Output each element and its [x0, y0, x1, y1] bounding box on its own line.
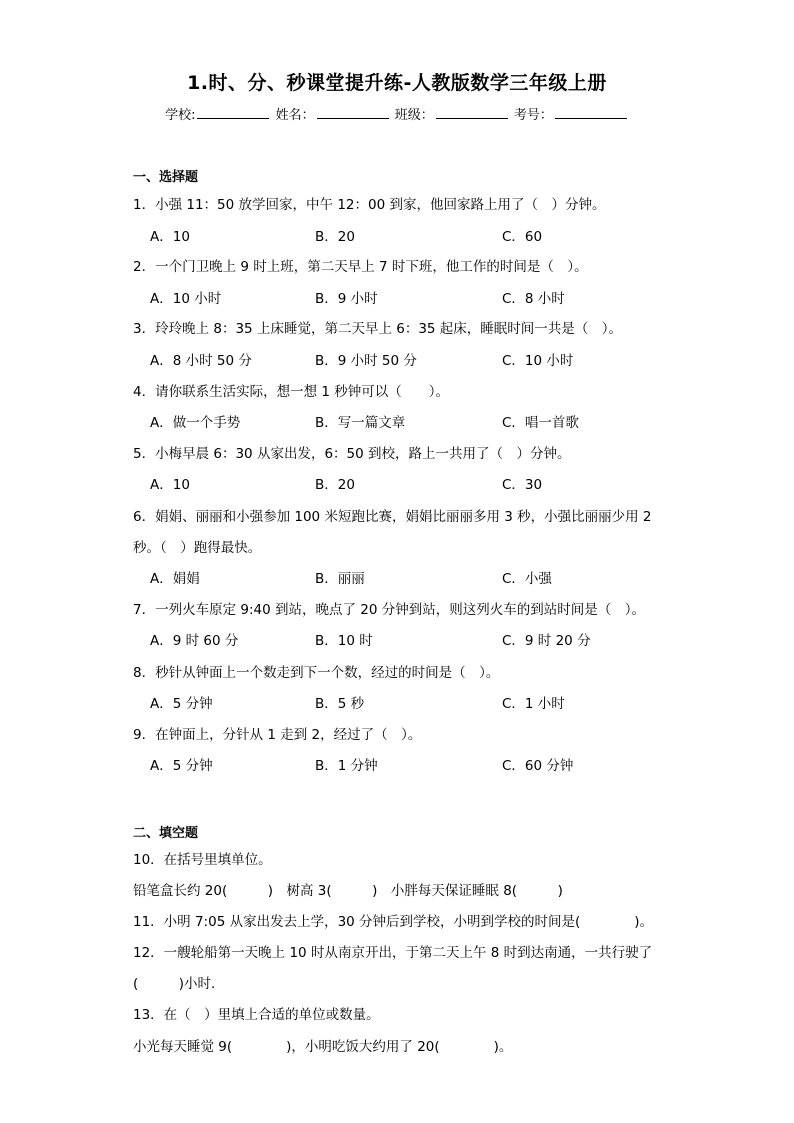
option-c[interactable]: C．60	[502, 229, 543, 245]
question-3-options	[150, 349, 710, 367]
option-c[interactable]: C．8 小时	[502, 291, 565, 307]
question-3: 3．玲玲晚上 8：35 上床睡觉，第二天早上 6：35 起床，睡眠时间一共是（ ）。	[133, 321, 623, 337]
question-1: 1．小强 11：50 放学回家，中午 12：00 到家，他回家路上用了（ ）分钟。	[133, 197, 606, 213]
option-b[interactable]: B．10 时	[315, 633, 373, 649]
question-13-blanks[interactable]: 小光每天睡觉 9( )，小明吃饭大约用了 20( )。	[133, 1039, 513, 1055]
option-c[interactable]: C．9 时 20 分	[502, 633, 591, 649]
class-blank[interactable]	[436, 106, 508, 119]
option-a[interactable]: A．10	[150, 229, 190, 245]
exam-number-blank[interactable]	[555, 106, 627, 119]
option-a[interactable]: A．娟娟	[150, 571, 200, 587]
option-b[interactable]: B．5 秒	[315, 696, 365, 712]
option-a[interactable]: A．9 时 60 分	[150, 633, 239, 649]
question-7: 7．一列火车原定 9:40 到站，晚点了 20 分钟到站，则这列火车的到站时间是（ ）。	[133, 602, 645, 618]
option-b[interactable]: B．20	[315, 229, 355, 245]
option-b[interactable]: B．20	[315, 477, 355, 493]
option-c[interactable]: C．30	[502, 477, 543, 493]
question-4-options	[150, 411, 710, 429]
question-9: 9．在钟面上，分针从 1 走到 2，经过了（ ）。	[133, 727, 422, 743]
question-6-options	[150, 567, 710, 585]
student-info-line	[0, 104, 794, 123]
question-8-options	[150, 692, 710, 710]
option-b[interactable]: B．9 小时	[315, 291, 378, 307]
option-a[interactable]: A．5 分钟	[150, 696, 213, 712]
name-blank[interactable]	[317, 106, 389, 119]
option-c[interactable]: C．60 分钟	[502, 758, 574, 774]
question-5-options	[150, 473, 710, 491]
option-a[interactable]: A．8 小时 50 分	[150, 353, 252, 369]
option-a[interactable]: A．做一个手势	[150, 415, 241, 431]
option-a[interactable]: A．5 分钟	[150, 758, 213, 774]
section-heading-choice: 一、选择题	[133, 170, 199, 185]
school-blank[interactable]	[197, 106, 269, 119]
option-b[interactable]: B．9 小时 50 分	[315, 353, 417, 369]
question-8: 8．秒针从钟面上一个数走到下一个数，经过的时间是（ ）。	[133, 665, 500, 681]
class-label: 班级：	[394, 108, 434, 123]
question-12-line-1: 12．一艘轮船第一天晚上 10 时从南京开出，于第二天上午 8 时到达南通，一共行驶了	[133, 945, 653, 961]
page-title: 1.时、分、秒课堂提升练-人教版数学三年级上册	[187, 72, 607, 94]
question-7-options	[150, 629, 710, 647]
exam-number-label: 考号：	[513, 108, 553, 123]
name-label: 姓名：	[275, 108, 315, 123]
section-heading-fill-blank: 二、填空题	[133, 826, 199, 841]
question-5: 5．小梅早晨 6：30 从家出发，6：50 到校，路上一共用了（ ）分钟。	[133, 446, 571, 462]
question-6-line-2: 秒。（ ）跑得最快。	[133, 540, 262, 556]
question-11[interactable]: 11．小明 7:05 从家出发去上学，30 分钟后到学校，小明到学校的时间是( )。	[133, 914, 654, 930]
question-13: 13．在（ ）里填上合适的单位或数量。	[133, 1007, 380, 1023]
school-label: 学校:	[165, 108, 196, 123]
option-c[interactable]: C．唱一首歌	[502, 415, 579, 431]
question-2-options	[150, 287, 710, 305]
option-c[interactable]: C．10 小时	[502, 353, 574, 369]
option-a[interactable]: A．10	[150, 477, 190, 493]
option-b[interactable]: B．丽丽	[315, 571, 365, 587]
option-c[interactable]: C．小强	[502, 571, 552, 587]
option-b[interactable]: B．1 分钟	[315, 758, 378, 774]
option-b[interactable]: B．写一篇文章	[315, 415, 406, 431]
question-10-blanks[interactable]: 铅笔盒长约 20( ) 树高 3( ) 小胖每天保证睡眠 8( )	[133, 883, 563, 899]
option-a[interactable]: A．10 小时	[150, 291, 222, 307]
question-10: 10．在括号里填单位。	[133, 852, 272, 868]
question-9-options	[150, 754, 710, 772]
question-6-line-1: 6．娟娟、丽丽和小强参加 100 米短跑比赛，娟娟比丽丽多用 3 秒，小强比丽丽少用 2	[133, 509, 652, 525]
question-4: 4．请你联系生活实际，想一想 1 秒钟可以（ ）。	[133, 384, 450, 400]
question-12-line-2[interactable]: ( )小时．	[133, 976, 225, 992]
option-c[interactable]: C．1 小时	[502, 696, 565, 712]
question-2: 2．一个门卫晚上 9 时上班，第二天早上 7 时下班，他工作的时间是（ ）。	[133, 259, 588, 275]
question-1-options	[150, 225, 710, 243]
